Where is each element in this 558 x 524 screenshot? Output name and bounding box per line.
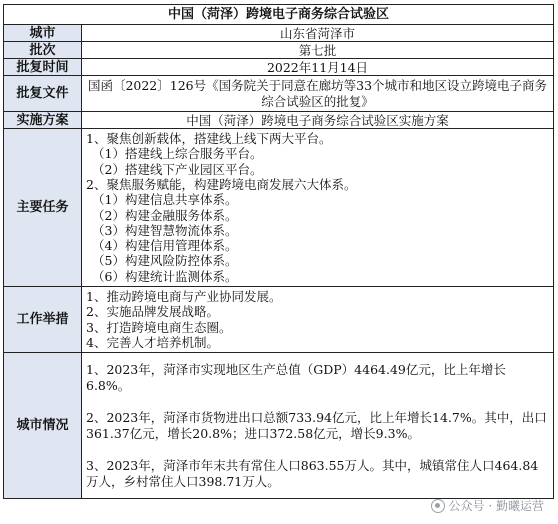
paragraph: 1、2023年，菏泽市实现地区生产总值（GDP）4464.49亿元，比上年增长6.8%。 (86, 361, 506, 393)
list-item: （4）构建信用管理体系。 (92, 238, 238, 254)
wechat-logo-icon (431, 499, 445, 513)
watermark-text: 公众号 · 勤曦运营 (448, 499, 544, 513)
tasks-label: 主要任务 (4, 129, 82, 287)
list-item: 2、实施品牌发展战略。 (86, 304, 219, 320)
table-title: 中国（菏泽）跨境电子商务综合试验区 (4, 5, 554, 25)
list-item: （1）搭建线上综合服务平台。 (92, 146, 263, 162)
city-info-label: 城市情况 (4, 353, 82, 499)
info-table (3, 4, 554, 499)
approval-doc-label: 批复文件 (4, 76, 82, 112)
batch-value: 第七批 (82, 42, 554, 59)
list-item: 4、完善人才培养机制。 (86, 334, 219, 350)
paragraph: 3、2023年，菏泽市年末共有常住人口863.55万人。其中，城镇常住人口464.84万人，乡村常住人口398.71万人。 (86, 457, 539, 489)
measures-list (82, 287, 554, 353)
approval-date-value: 2022年11月14日 (82, 59, 554, 76)
list-item: 1、推动跨境电商与产业协同发展。 (86, 288, 282, 304)
approval-doc-value: 国函〔2022〕126号《国务院关于同意在廊坊等33个城市和地区设立跨境电子商务综合试验区的批复》 (82, 76, 554, 112)
list-item: （1）构建信息共享体系。 (92, 192, 238, 208)
plan-value: 中国（菏泽）跨境电子商务综合试验区实施方案 (82, 112, 554, 129)
list-item: 2、聚焦服务赋能，构建跨境电商发展六大体系。 (86, 176, 357, 192)
plan-label: 实施方案 (4, 112, 82, 129)
city-info-text (82, 353, 554, 499)
approval-date-label: 批复时间 (4, 59, 82, 76)
list-item: （6）构建统计监测体系。 (92, 268, 238, 284)
paragraph: 2、2023年，菏泽市货物进出口总额733.94亿元，比上年增长14.7%。其中，出口361.37亿元，增长20.8%；进口372.58亿元，增长9.3%。 (86, 409, 547, 441)
list-item: （2）搭建线下产业园区平台。 (92, 161, 263, 177)
list-item: （2）构建金融服务体系。 (92, 207, 238, 223)
watermark (431, 497, 544, 514)
tasks-list (82, 129, 554, 287)
city-label: 城市 (4, 25, 82, 42)
measures-label: 工作举措 (4, 287, 82, 353)
batch-label: 批次 (4, 42, 82, 59)
list-item: （3）构建智慧物流体系。 (92, 222, 238, 238)
list-item: 1、聚焦创新载体，搭建线上线下两大平台。 (86, 131, 332, 147)
city-value: 山东省菏泽市 (82, 25, 554, 42)
list-item: 3、打造跨境电商生态圈。 (86, 319, 232, 335)
list-item: （5）构建风险防控体系。 (92, 253, 238, 269)
